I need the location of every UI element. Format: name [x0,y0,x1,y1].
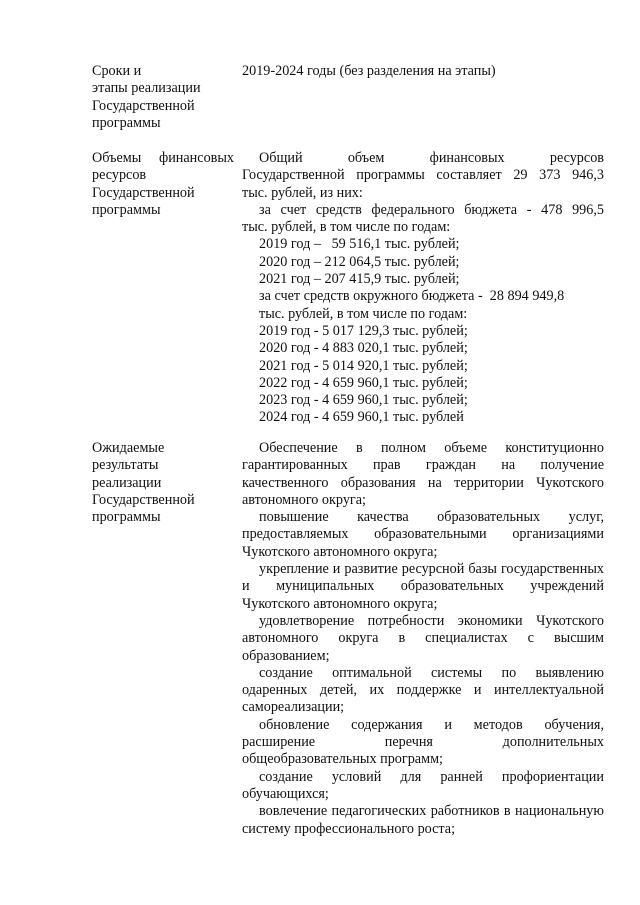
result-paragraph: обновление содержания и методов обучения, расширение перечня дополнительных общеобразовательных программ; [242,716,604,768]
section-results-label [92,440,242,526]
section-timeline-label [92,63,242,132]
label-line: Государственной [92,491,195,508]
funding-year-line: 2022 год - 4 659 960,1 тыс. рублей; [259,374,468,391]
label-line: результаты [92,457,159,474]
label-line: Государственной [92,97,195,114]
funding-year-line: 2019 год – 59 516,1 тыс. рублей; [259,236,460,253]
label-line: Сроки и [92,63,142,79]
result-paragraph: вовлечение педагогических работников в национальную систему профессионального роста; [242,803,604,837]
funding-line-total-amount: Государственной программы составляет 29 373 946,3 [242,167,604,184]
funding-line: тыс. рублей, в том числе по годам: [259,305,468,322]
label-line: программы [92,509,161,526]
funding-year-line: 2020 год – 212 064,5 тыс. рублей; [259,253,460,270]
funding-year-line: 2021 год - 5 014 920,1 тыс. рублей; [259,357,468,374]
funding-line: тыс. рублей, в том числе по годам: [242,219,451,236]
result-paragraph: укрепление и развитие ресурсной базы государственных и муниципальных образовательных учреждений Чукотского автономного округа; [242,561,604,612]
funding-line-total: Общий объем финансовых ресурсов [259,150,604,166]
label-line: программы [92,201,161,218]
label-line: Объемы финансовых [92,150,234,166]
result-paragraph: Обеспечение в полном объеме конституционно гарантированных прав граждан на получение качественного образования на территории Чукотского автономного округа; [242,440,604,508]
result-paragraph: повышение качества образовательных услуг, предоставляемых образовательными организациями Чукотского автономного округа; [242,509,604,560]
result-paragraph: удовлетворение потребности экономики Чукотского автономного округа в специалистах с высшим образованием; [242,612,604,664]
funding-line-federal: за счет средств федерального бюджета - 478 996,5 [259,201,604,218]
funding-year-line: 2021 год – 207 415,9 тыс. рублей; [259,271,460,288]
funding-year-line: 2023 год - 4 659 960,1 тыс. рублей; [259,392,468,409]
label-line: Государственной [92,184,195,201]
section-funding-value [242,150,604,427]
section-timeline-value [242,63,604,80]
funding-year-line: 2019 год - 5 017 129,3 тыс. рублей; [259,322,468,339]
label-line: этапы реализации [92,80,201,97]
label-line: реализации [92,474,162,491]
label-line: программы [92,114,161,131]
label-line: Ожидаемые [92,440,165,456]
timeline-text: 2019-2024 годы (без разделения на этапы) [242,63,496,79]
section-funding-label [92,150,242,219]
result-paragraph: создание условий для ранней профориентации обучающихся; [242,768,604,802]
funding-year-line: 2020 год - 4 883 020,1 тыс. рублей; [259,340,468,357]
funding-line-regional: за счет средств окружного бюджета - 28 894 949,8 [259,288,565,305]
label-line: ресурсов [92,167,147,184]
funding-year-line: 2024 год - 4 659 960,1 тыс. рублей [259,409,464,426]
section-results-value [242,440,604,838]
funding-line: тыс. рублей, из них: [242,184,363,201]
result-paragraph: создание оптимальной системы по выявлению одаренных детей, их поддержке и интеллектуальной самореализации; [242,664,604,716]
